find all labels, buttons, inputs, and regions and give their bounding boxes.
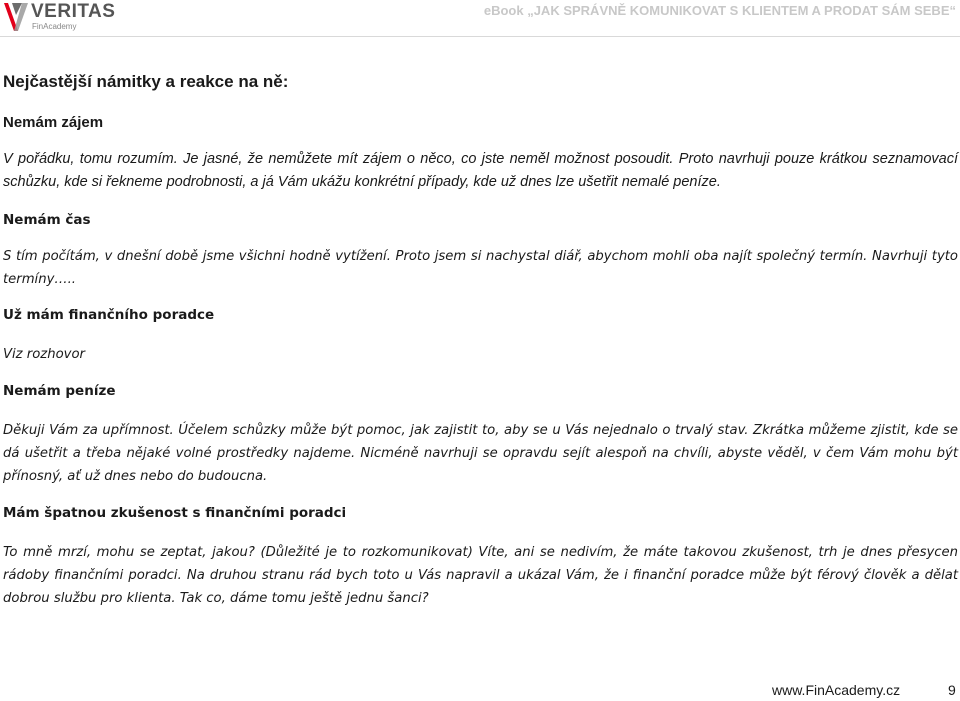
section-title: Mám špatnou zkušenost s finančními poradci (3, 505, 347, 521)
section-title: Nemám zájem (3, 114, 104, 131)
section-text: S tím počítám, v dnešní době jsme všichni hodně vytížení. Proto jsem si nachystal diář, abychom mohli oba najít společný termín. Navrhuji tyto termíny….. (3, 249, 958, 287)
document-title: eBook „JAK SPRÁVNĚ KOMUNIKOVAT S KLIENTEM A PRODAT SÁM SEBE“ (483, 3, 956, 18)
page-heading: Nejčastější námitky a reakce na ně: (3, 72, 289, 91)
page-header (0, 0, 960, 38)
footer-link[interactable]: www.FinAcademy.cz (772, 682, 901, 698)
section-title: Nemám čas (3, 212, 91, 228)
header-divider (0, 36, 960, 37)
section-title: Už mám finančního poradce (3, 307, 215, 323)
section-text: V pořádku, tomu rozumím. Je jasné, že nemůžete mít zájem o něco, co jste neměl možnost posoudit. Proto navrhuji pouze krátkou seznamovací schůzku, kde si řekneme podrobnosti, a já Vám ukážu konkrétní případy, kde už dnes lze ušetřit nemalé peníze. (3, 151, 958, 190)
logo-text: VERITAS (31, 1, 116, 22)
veritas-logo (2, 0, 142, 34)
section-text: Děkuji Vám za upřímnost. Účelem schůzky může být pomoc, jak zajistit to, aby se u Vás nejednalo o trvalý stav. Zkrátka můžeme zjistit, kde se dá ušetřit a třeba nějaké volné prostředky najdeme. Nicméně navrhuji se opravdu sejít alespoň na chvíli, abyste věděl, v čem Vám mohu být přínosný, ať už dnes nebo do budoucna. (3, 423, 958, 484)
section-text: To mně mrzí, mohu se zeptat, jakou? (Důležité je to rozkomunikovat) Víte, ani se nedivím, že máte takovou zkušenost, trh je dnes přesycen rádoby finančními poradci. Na druhou stranu rád bych toto u Vás napravil a ukázal Vám, že i finanční poradce může být férový člověk a dělat dobrou službu pro klienta. Tak co, dáme tomu ještě jednu šanci? (3, 545, 958, 606)
document-body (3, 70, 958, 610)
logo-mark-icon (2, 1, 30, 33)
page-number: 9 (948, 682, 956, 698)
section-text: Viz rozhovor (3, 347, 85, 362)
logo-subtext: FinAcademy (32, 22, 77, 31)
section-title: Nemám peníze (3, 383, 116, 399)
